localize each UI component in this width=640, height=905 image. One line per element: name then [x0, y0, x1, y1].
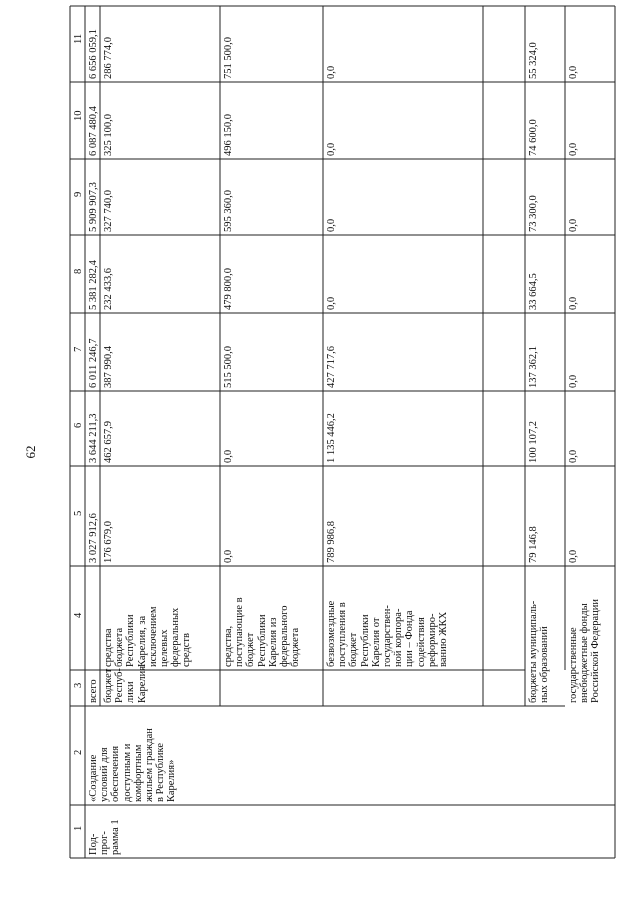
- value-cell: 0,0: [568, 449, 579, 463]
- value-cell: 3 027 912,6: [88, 513, 99, 563]
- value-cell: 286 774,0: [103, 37, 114, 79]
- value-cell: 0,0: [568, 549, 579, 563]
- value-cell: 55 324,0: [528, 42, 539, 79]
- value-cell: 751 500,0: [223, 37, 234, 79]
- value-cell: 595 360,0: [223, 190, 234, 232]
- value-cell: 0,0: [568, 374, 579, 388]
- value-cell: 1 135 446,2: [326, 413, 337, 463]
- subsource-karelia-own: средства бюджета Республики Карелия, за исключением целевых федеральных средств: [103, 606, 193, 667]
- value-cell: 5 909 907,3: [88, 182, 99, 232]
- value-cell: 6 087 480,4: [88, 106, 99, 156]
- page-number: 62: [23, 445, 38, 459]
- value-cell: 100 107,2: [528, 421, 539, 463]
- value-cell: 0,0: [326, 296, 337, 310]
- value-cell: 479 800,0: [223, 268, 234, 310]
- source-extrabudget: государственные внебюджетные фонды Российской Федерации: [568, 599, 602, 703]
- source-total: всего: [88, 679, 99, 703]
- subsource-federal: средства, поступающие в бюджет Республики Карелия из федерального бюджета: [223, 597, 302, 667]
- program-name: «Создание условий для обеспечения доступным и комфортным жильем граждан в Республике Карелия»: [88, 728, 178, 802]
- value-cell: 387 990,4: [103, 346, 114, 388]
- value-cell: 74 600,0: [528, 119, 539, 156]
- value-cell: 0,0: [568, 65, 579, 79]
- value-cell: 327 740,0: [103, 190, 114, 232]
- source-budget-karelia: бюджет Респуб- лики Карелия: [103, 665, 148, 703]
- value-cell: 3 644 211,3: [88, 413, 99, 463]
- value-cell: 789 986,8: [326, 521, 337, 563]
- subsource-fund: безвозмездные поступления в бюджет Республики Карелия от государствен- ной корпора- ции – Фонда содействия реформиро- ванию ЖКХ: [326, 600, 450, 667]
- value-cell: 0,0: [568, 218, 579, 232]
- source-municipal: бюджеты муниципаль- ных образований: [528, 600, 551, 703]
- value-cell: 427 717,6: [326, 346, 337, 388]
- value-cell: 232 433,6: [103, 268, 114, 310]
- value-cell: 0,0: [326, 142, 337, 156]
- value-cell: 496 150,0: [223, 114, 234, 156]
- value-cell: 137 362,1: [528, 346, 539, 388]
- value-cell: 79 146,8: [528, 526, 539, 563]
- value-cell: 176 679,0: [103, 521, 114, 563]
- value-cell: 0,0: [568, 142, 579, 156]
- value-cell: 0,0: [326, 65, 337, 79]
- value-cell: 0,0: [223, 449, 234, 463]
- value-cell: 0,0: [326, 218, 337, 232]
- value-cell: 73 300,0: [528, 195, 539, 232]
- value-cell: 462 657,9: [103, 421, 114, 463]
- value-cell: 515 500,0: [223, 346, 234, 388]
- value-cell: 6 656 059,1: [88, 29, 99, 79]
- value-cell: 5 381 282,4: [88, 260, 99, 310]
- value-cell: 0,0: [223, 549, 234, 563]
- value-cell: 6 011 246,7: [88, 338, 99, 388]
- program-id: Под- прог- рамма 1: [88, 819, 122, 855]
- value-cell: 0,0: [568, 296, 579, 310]
- value-cell: 33 664,5: [528, 273, 539, 310]
- value-cell: 325 100,0: [103, 114, 114, 156]
